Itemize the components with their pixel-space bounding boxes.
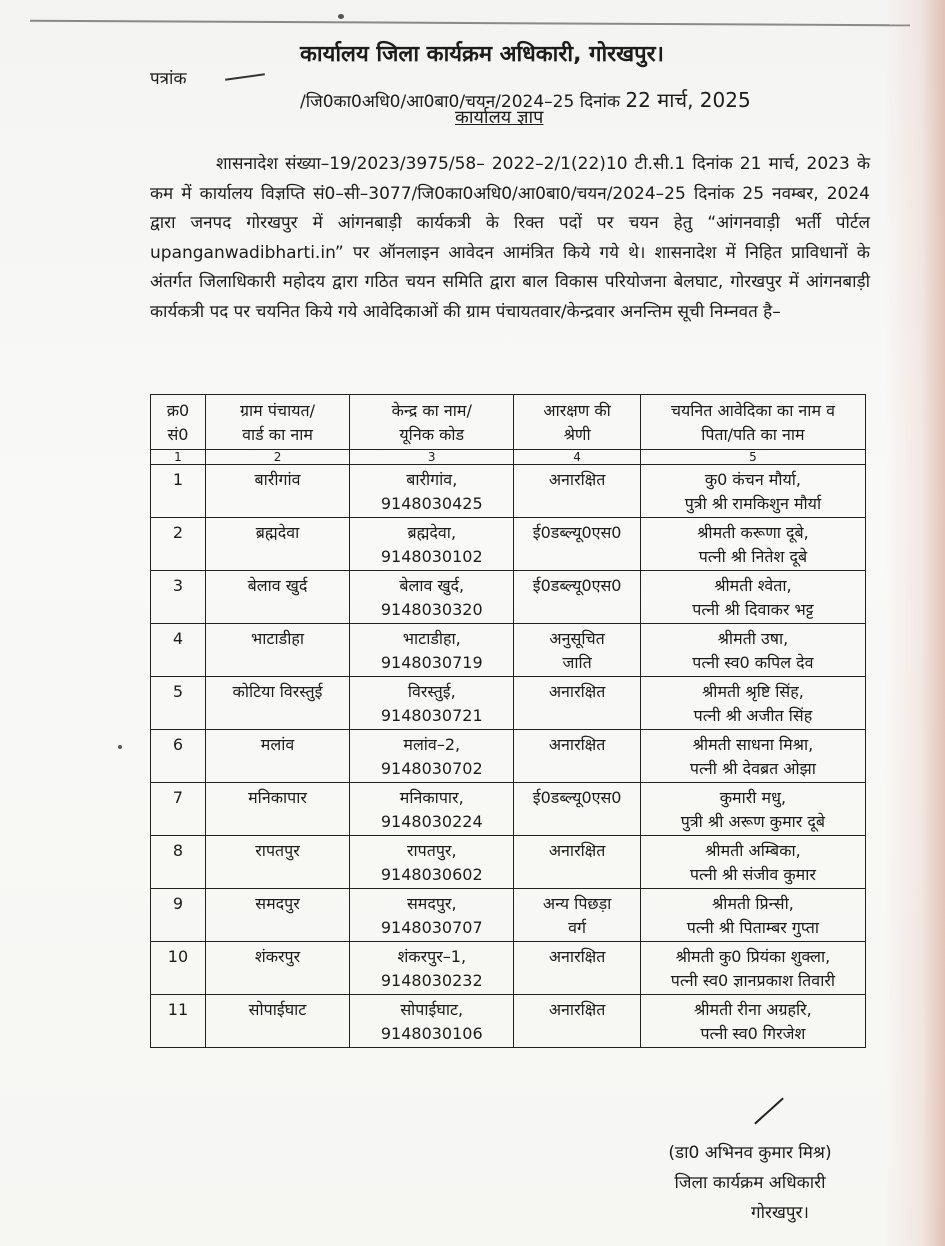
applicant-cell [640, 836, 865, 889]
serial-number: 10 [151, 942, 206, 995]
centre-name: बारीगांव, [406, 470, 458, 489]
gram-panchayat: मनिकापार [205, 783, 349, 836]
category-cell [514, 518, 640, 571]
centre-cell [350, 677, 514, 730]
table-row [151, 677, 866, 730]
gram-panchayat: भाटाडीहा [205, 624, 349, 677]
category-cell [514, 730, 640, 783]
date-label: दिनांक [579, 92, 621, 112]
applicant-cell [640, 730, 865, 783]
applicant-relation: पुत्री श्री रामकिशुन मौर्या [684, 494, 822, 513]
serial-number: 6 [151, 730, 206, 783]
gram-panchayat: शंकरपुर [205, 942, 349, 995]
gram-panchayat: सोपाईघाट [205, 995, 349, 1048]
category-line: अन्य पिछड़ा [542, 894, 612, 913]
applicant-relation: पत्नी श्री अजीत सिंह [693, 706, 813, 725]
column-number: 5 [640, 450, 865, 465]
centre-cell [350, 730, 514, 783]
table-row [151, 518, 866, 571]
table-row [151, 995, 866, 1048]
applicant-relation: पुत्री श्री अरूण कुमार दूबे [680, 812, 826, 831]
applicant-cell [640, 465, 865, 518]
centre-name: भाटाडीहा, [402, 629, 461, 648]
gram-panchayat: समदपुर [205, 889, 349, 942]
header-cell-applicant: चयनित आवेदिका का नाम व पिता/पति का नाम [640, 395, 865, 450]
applicant-name: श्रीमती करूणा दूबे, [697, 523, 809, 542]
centre-code: 9148030702 [380, 759, 483, 778]
header-cell-panchayat: ग्राम पंचायत/ वार्ड का नाम [205, 395, 349, 450]
serial-number: 1 [151, 465, 206, 518]
header-cell-category: आरक्षण की श्रेणी [514, 395, 640, 450]
category-cell [514, 995, 640, 1048]
signature-mark [754, 1098, 784, 1125]
centre-code: 9148030232 [380, 971, 483, 990]
ink-speck [338, 14, 344, 19]
gram-panchayat: बेलाव खुर्द [205, 571, 349, 624]
category-line: अनारक्षित [548, 947, 606, 966]
centre-code: 9148030320 [380, 600, 483, 619]
applicant-name: श्रीमती उषा, [717, 629, 789, 648]
gram-panchayat: बारीगांव [205, 465, 349, 518]
applicant-cell [640, 995, 865, 1048]
serial-number: 7 [151, 783, 206, 836]
column-number: 4 [514, 450, 640, 465]
header-cell-centre: केन्द्र का नाम/ यूनिक कोड [350, 395, 514, 450]
applicant-relation: पत्नी स्व0 ज्ञानप्रकाश तिवारी [670, 971, 836, 990]
category-cell [514, 836, 640, 889]
table-row [151, 624, 866, 677]
date-value: 22 मार्च, 2025 [625, 88, 751, 112]
centre-cell [350, 836, 514, 889]
applicant-relation: पत्नी स्व0 गिरजेश [700, 1024, 806, 1043]
centre-cell [350, 518, 514, 571]
table-row [151, 571, 866, 624]
centre-cell [350, 624, 514, 677]
centre-name: मनिकापार, [399, 788, 464, 807]
patrank-label: पत्रांक [150, 69, 187, 89]
centre-code: 9148030719 [380, 653, 483, 672]
category-line: अनारक्षित [548, 470, 606, 489]
body-paragraph: शासनादेश संख्या–19/2023/3975/58– 2022–2/1(22)10 टी.सी.1 दिनांक 21 मार्च, 2023 के कम में कार्यालय विज्ञप्ति सं0–सी–3077/जि0का0अधि0/आ0बा0/चयन/2024–25 दिनांक 25 नवम्बर, 2024 द्वारा जनपद गोरखपुर में आंगनबाड़ी कार्यकत्री के रिक्त पदों पर चयन हेतु “आंगनवाड़ी भर्ती पोर्टल upanganwadibharti.in” पर ऑनलाइन आवेदन आमंत्रित किये गये थे। शासनादेश में निहित प्राविधानों के अंतर्गत जिलाधिकारी महोदय द्वारा गठित चयन समिति द्वारा बाल विकास परियोजना बेलघाट, गोरखपुर में आंगनबाड़ी कार्यकत्री पद पर चयनित किये गये आवेदिकाओं की ग्राम पंचायतवार/केन्द्रवार अनन्तिम सूची निम्नवत है– [150, 154, 870, 322]
applicant-name: श्रीमती साधना मिश्रा, [692, 735, 814, 754]
category-cell [514, 624, 640, 677]
patrank-blank-line [225, 73, 265, 81]
serial-number: 8 [151, 836, 206, 889]
ink-speck [118, 745, 122, 749]
category-line: ई0डब्ल्यू0एस0 [532, 523, 622, 542]
serial-number: 9 [151, 889, 206, 942]
centre-cell [350, 783, 514, 836]
applicant-relation: पत्नी श्री पिताम्बर गुप्ता [686, 918, 820, 937]
table-header-row [151, 395, 866, 450]
serial-number: 11 [151, 995, 206, 1048]
column-number: 2 [205, 450, 349, 465]
column-number: 1 [151, 450, 206, 465]
gram-panchayat: मलांव [205, 730, 349, 783]
serial-number: 2 [151, 518, 206, 571]
category-cell [514, 889, 640, 942]
centre-name: रापतपुर, [406, 841, 457, 860]
applicant-cell [640, 783, 865, 836]
centre-cell [350, 995, 514, 1048]
centre-name: शंकरपुर–1, [397, 947, 467, 966]
table-row [151, 465, 866, 518]
applicant-cell [640, 889, 865, 942]
centre-name: ब्रह्मदेवा, [407, 523, 457, 542]
applicant-cell [640, 677, 865, 730]
applicant-name: श्रीमती श्वेता, [714, 576, 792, 595]
applicant-name: कु0 कंचन मौर्या, [704, 470, 802, 489]
column-number: 3 [350, 450, 514, 465]
table-row [151, 836, 866, 889]
centre-cell [350, 889, 514, 942]
gram-panchayat: ब्रह्मदेवा [205, 518, 349, 571]
applicant-relation: पत्नी स्व0 कपिल देव [692, 653, 814, 672]
centre-code: 9148030102 [380, 547, 483, 566]
centre-cell [350, 942, 514, 995]
category-cell [514, 465, 640, 518]
applicant-cell [640, 571, 865, 624]
applicant-relation: पत्नी श्री देवब्रत ओझा [689, 759, 816, 778]
centre-cell [350, 571, 514, 624]
centre-code: 9148030425 [380, 494, 483, 513]
centre-code: 9148030224 [380, 812, 483, 831]
office-title: कार्यालय जिला कार्यक्रम अधिकारी, गोरखपुर। [300, 42, 665, 67]
category-cell [514, 571, 640, 624]
signatory-designation: जिला कार्यक्रम अधिकारी [674, 1173, 826, 1193]
order-heading: कार्यालय ज्ञाप [455, 107, 544, 128]
signatory-name: (डा0 अभिनव कुमार मिश्र) [668, 1143, 832, 1163]
centre-cell [350, 465, 514, 518]
applicant-relation: पत्नी श्री नितेश दूबे [698, 547, 808, 566]
centre-name: मलांव–2, [403, 735, 461, 754]
centre-name: बेलाव खुर्द, [399, 576, 465, 595]
category-cell [514, 783, 640, 836]
selection-table [150, 394, 866, 1048]
applicant-name: श्रीमती प्रिन्सी, [711, 894, 794, 913]
category-line: अनारक्षित [548, 841, 606, 860]
category-line: अनारक्षित [548, 735, 606, 754]
category-line: ई0डब्ल्यू0एस0 [532, 788, 622, 807]
applicant-name: श्रीमती अम्बिका, [705, 841, 801, 860]
column-number-row [151, 450, 866, 465]
category-line: वर्ग [568, 918, 587, 937]
header-cell-sno: क्र0 सं0 [151, 395, 206, 450]
serial-number: 5 [151, 677, 206, 730]
table-row [151, 730, 866, 783]
applicant-name: कुमारी मधु, [719, 788, 787, 807]
centre-code: 9148030106 [380, 1024, 483, 1043]
centre-code: 9148030721 [380, 706, 483, 725]
signature-block [640, 1138, 860, 1228]
category-line: ई0डब्ल्यू0एस0 [532, 576, 622, 595]
top-rule [30, 20, 910, 27]
signatory-place: गोरखपुर। [751, 1203, 809, 1223]
centre-name: विरस्तुई, [407, 682, 456, 701]
category-cell [514, 677, 640, 730]
gram-panchayat: रापतपुर [205, 836, 349, 889]
applicant-name: श्रीमती कु0 प्रियंका शुक्ला, [675, 947, 831, 966]
category-line: अनुसूचित [549, 629, 605, 648]
category-line: जाति [562, 653, 592, 672]
page-edge-shadow [885, 0, 945, 1246]
applicant-cell [640, 942, 865, 995]
serial-number: 4 [151, 624, 206, 677]
category-cell [514, 942, 640, 995]
reference-number: /जि0का0अधि0/आ0बा0/चयन/2024–25 [300, 92, 575, 112]
centre-name: समदपुर, [406, 894, 457, 913]
centre-code: 9148030707 [380, 918, 483, 937]
category-line: अनारक्षित [548, 1000, 606, 1019]
category-line: अनारक्षित [548, 682, 606, 701]
applicant-relation: पत्नी श्री संजीव कुमार [689, 865, 816, 884]
applicant-name: श्रीमती रीना अग्रहरि, [694, 1000, 812, 1019]
applicant-cell [640, 518, 865, 571]
applicant-name: श्रीमती श्रृष्टि सिंह, [701, 682, 804, 701]
centre-code: 9148030602 [380, 865, 483, 884]
table-row [151, 942, 866, 995]
serial-number: 3 [151, 571, 206, 624]
applicant-cell [640, 624, 865, 677]
table-row [151, 783, 866, 836]
centre-name: सोपाईघाट, [400, 1000, 464, 1019]
gram-panchayat: कोटिया विरस्तुई [205, 677, 349, 730]
table-row [151, 889, 866, 942]
applicant-relation: पत्नी श्री दिवाकर भट्ट [692, 600, 814, 619]
